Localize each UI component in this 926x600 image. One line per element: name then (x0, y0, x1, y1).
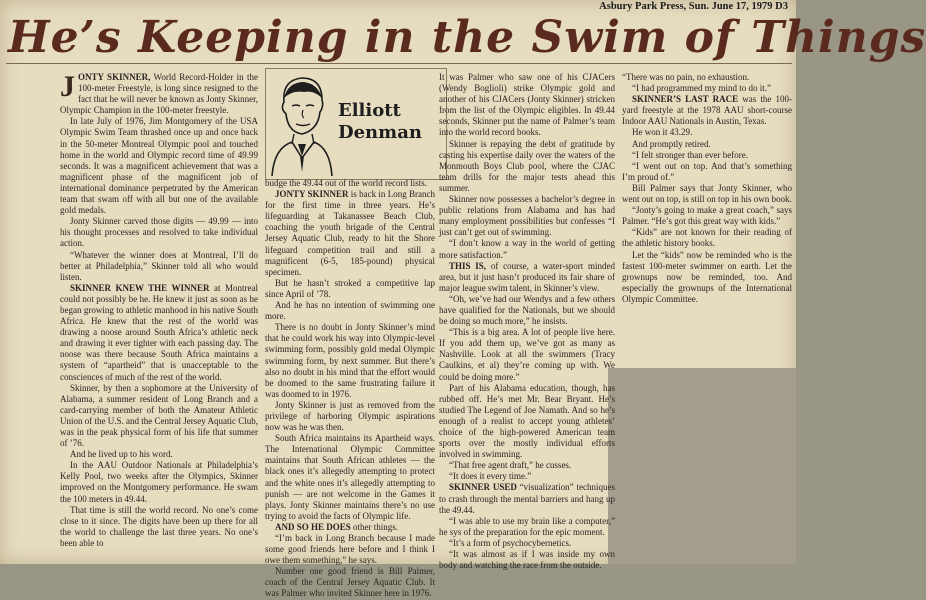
background-gap (608, 368, 796, 564)
article-column-2: budge the 49.44 out of the world record lists. JONTY SKINNER is back in Long Branch for the first time in three years. He’s lifeguarding at Takanassee Beach Club, coaching the youth brigade of the Central Jersey Aquatic Club, ready to hit the Shore lifeguard competition trail and still a magnificent (6-5, 185-pound) physical specimen. But he hasn’t stroked a competitive lap since April of ’78. And he has no intention of swimming one more. There is no doubt in Jonty Skinner’s mind that he could work his way into Olympic-level swimming form, possibly gold medal Olympic swimming form, by next summer. But there’s also no doubt in his mind that the effort would be doomed to the same frustrating failure it was doomed to in 1976. Jonty Skinner is just as removed from the privilege of harboring Olympic aspirations now was he was then. South Africa maintains its Apartheid ways. The International Olympic Committee maintains that South African athletes — the black ones it’s allegedly attempting to protect and the white ones it’s allegedly attempting to punish — are not welcome in the Games it plays. Jonty Skinner maintains there’s no use trying to avoid the facts of Olympic life. AND SO HE DOES other things. “I’m back in Long Branch because I made some good friends here before and I think I owe them something,” he says. Number one good friend is Bill Palmer, coach of the Central Jersey Aquatic Club. It was Palmer who invited Skinner here in 1976. (265, 178, 435, 599)
byline-first-name: Elliott (338, 100, 401, 121)
article-column-3: It was Palmer who saw one of his CJACers (Wendy Boglioli) strike Olympic gold and another of his CJACers (Jonty Skinner) stricken from the list of the Olympic eligibles. In 49.44 seconds, Skinner put the name of Palmer’s team into the world record books. Skinner is repaying the debt of gratitude by casting his expertise daily over the waters of the Monmouth Boys Club pool, where the CJAC team drills for the major tests ahead this summer. Skinner now possesses a bachelor’s degree in public relations from Alabama and has had many employment possibilities but confesses “I just can’t get out of swimming. “I don’t know a way in the world of getting more satisfaction.” THIS IS, of course, a water-sport minded area, but it just hasn’t produced its fair share of major league swim talent, in Skinner’s view. “Oh, we’ve had our Wendys and a few others have qualified for the Nationals, but we should be doing so much more,” he insists. “This is a big area. A lot of people live here. If you add them up, we’ve got as many as Nashville. Look at all the swimmers (Tracy Caulkins, et al) they’re coming up with. We could be doing more.” Part of his Alabama education, though, has rubbed off. He’s met Mr. Bear Bryant. He’s studied The Legend of Joe Namath. And so he’s enough of a realist to accept young athletes’ choice of the high-powered American team sports over the mostly individual efforts involved in swimming. “That free agent draft,” he cusses. “It does it every time.” SKINNER USED “visualization” techniques to crash through the mental barriers and hang up the 49.44. “I was able to use my brain like a computer,” he sys of the preparation for the epic moment. “It’s a form of psychocybernetics. “It was almost as if I was inside my own body and watching the race from the outside. (439, 72, 615, 571)
headline-rule (6, 63, 792, 64)
columnist-portrait (270, 72, 334, 176)
columnist-byline (338, 100, 438, 144)
byline-last-name: Denman (338, 122, 422, 143)
headline: He’s Keeping in the Swim of Things (8, 12, 926, 63)
paper-dateline: Asbury Park Press, Sun. June 17, 1979 D3 (599, 1, 788, 12)
article-column-1: JONTY SKINNER, World Record-Holder in the 100-meter Freestyle, is long since resigned to the fact that he will never be known as Jonty Skinner, Olympic Champion in the 100-meter freestyle. In late July of 1976, Jim Montgomery of the USA Olympic Swim Team thrashed once up and once back in the 50-meter Montreal Olympic pool and touched home in the world and Olympic record time of 49.99 seconds. It was a magnificent achievement that was a magnificent phase of the magnificent job of international dominance perpetrated by the American team that swam off with all but one of the available gold medals. Jonty Skinner carved those digits — 49.99 — into his thought processes and resolved to take individual action. “Whatever the winner does at Montreal, I’ll do better at Philadelphia,” Skinner told all who would listen. SKINNER KNEW THE WINNER at Montreal could not possibly be he. He knew it just as soon as he began growing to athletic manhood in his native South Africa. He knew that the rest of the world was drawing a noose around South Africa’s athletic neck and drawing it ever tighter with each passing day. The noose was there because South Africa maintains a system of “apartheid” that is unacceptable to the consciences of much of the rest of the world. Skinner, by then a sophomore at the University of Alabama, a summer resident of Long Branch and a card-carrying member of both the Amateur Athletic Union of the U.S. and the Central Jersey Aquatic Club, was in the peak physical form of his life that summer of ’76. And he lived up to his word. In the AAU Outdoor Nationals at Philadelphia’s Kelly Pool, two weeks after the Olympics, Skinner improved on the Montgomery performance. He swam the 100 meters in 49.44. That time is still the world record. No one’s come close to it since. The digits have been up there for all the world to challenge the last three years. No one’s been able to (60, 70, 258, 548)
drop-cap: J (60, 70, 75, 103)
article-column-4: “There was no pain, no exhaustion. “I had programmed my mind to do it.” SKINNER’S LAST RACE was the 100-yard freestyle at the 1978 AAU short-course Indoor AAU Nationals in Austin, Texas. He won it 43.29. And promptly retired. “I felt stronger than ever before. “I went out on top. And that’s something I’m proud of.” Bill Palmer says that Jonty Skinner, who went out on top, is still on top in his own book. “Jonty’s going to make a great coach,” says Palmer. “He’s got this great way with kids.” “Kids” are not known for their reading of the athletic history books. Let the “kids” now be reminded who is the fastest 100-meter swimmer on earth. Let the grownups now be reminded, too. And especially the grownups of the International Olympic Committee. (622, 72, 792, 304)
page-header (0, 0, 796, 12)
